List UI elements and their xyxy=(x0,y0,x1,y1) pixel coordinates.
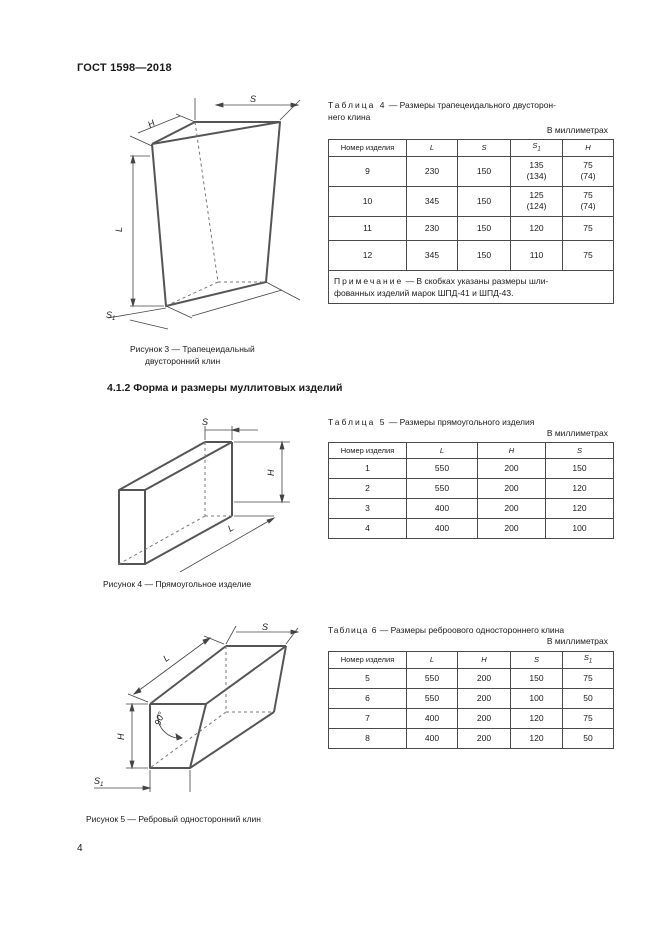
cell: 10 xyxy=(329,186,407,216)
cell: 120 xyxy=(511,708,563,728)
cell: 8 xyxy=(329,728,407,748)
cell: 50 xyxy=(563,728,614,748)
cell: 12 xyxy=(329,240,407,270)
cell: 400 xyxy=(407,499,478,519)
table-row xyxy=(329,519,614,539)
page-number: 4 xyxy=(77,843,83,854)
section-heading: 4.1.2 Форма и размеры муллитовых изделий xyxy=(107,382,343,394)
table-row xyxy=(329,499,614,519)
column-header: Номер изделия xyxy=(329,140,407,157)
cell: 120 xyxy=(511,728,563,748)
table-4-caption: Таблица 4 — Размеры трапецеидального двусторон- него клина xyxy=(328,100,556,122)
table-note-row xyxy=(329,270,614,303)
column-header: Номер изделия xyxy=(329,652,407,669)
cell: 200 xyxy=(478,519,546,539)
cell: 100 xyxy=(546,519,614,539)
table-header-row xyxy=(329,652,614,669)
column-header: $S_1$ xyxy=(511,140,563,157)
fig5-label-h: H xyxy=(116,733,126,740)
fig3-label-s: S xyxy=(250,94,257,104)
cell: 550 xyxy=(407,479,478,499)
table-row xyxy=(329,708,614,728)
figure-4-caption: Рисунок 4 — Прямоугольное изделие xyxy=(103,579,252,589)
table-6-units: В миллиметрах xyxy=(546,636,608,646)
cell: 400 xyxy=(407,708,458,728)
cell: 200 xyxy=(478,479,546,499)
fig5-label-s1: $S_1$ xyxy=(94,776,104,788)
cell: 100 xyxy=(511,688,563,708)
cell: 150 xyxy=(458,240,511,270)
table-row xyxy=(329,479,614,499)
column-header: L xyxy=(407,652,458,669)
cell: 75 xyxy=(563,668,614,688)
cell: 9 xyxy=(329,156,407,186)
cell: 11 xyxy=(329,216,407,240)
cell: 7 xyxy=(329,708,407,728)
cell: 75 xyxy=(563,240,614,270)
table-row xyxy=(329,216,614,240)
cell: 75 (74) xyxy=(563,156,614,186)
column-header: $S_1$ xyxy=(563,652,614,669)
cell: 550 xyxy=(407,459,478,479)
cell: 75 xyxy=(563,216,614,240)
cell: 75 (74) xyxy=(563,186,614,216)
cell: 200 xyxy=(458,688,511,708)
table-row xyxy=(329,240,614,270)
fig4-label-h: H xyxy=(266,469,276,476)
table-row xyxy=(329,459,614,479)
cell: 345 xyxy=(407,186,458,216)
cell: 150 xyxy=(511,668,563,688)
cell: 345 xyxy=(407,240,458,270)
cell: 50 xyxy=(563,688,614,708)
fig5-label-l: L xyxy=(161,652,172,664)
cell: 75 xyxy=(563,708,614,728)
cell: 200 xyxy=(458,708,511,728)
cell: 550 xyxy=(407,688,458,708)
fig5-label-angle: 90° xyxy=(152,710,167,727)
table-5-units: В миллиметрах xyxy=(546,428,608,438)
cell: 1 xyxy=(329,459,407,479)
figure-4-rectangular-brick xyxy=(110,412,300,572)
cell: 135 (134) xyxy=(511,156,563,186)
table-4 xyxy=(328,139,614,304)
column-header: L xyxy=(407,140,458,157)
column-header: Номер изделия xyxy=(329,443,407,459)
table-header-row xyxy=(329,140,614,157)
column-header: S xyxy=(458,140,511,157)
table-row xyxy=(329,156,614,186)
table-5-caption: Таблица 5 — Размеры прямоугольного изделия xyxy=(328,417,535,427)
fig3-label-s1: $S_1$ xyxy=(106,310,116,322)
table-row xyxy=(329,688,614,708)
fig4-label-s: S xyxy=(202,417,209,427)
column-header: H xyxy=(458,652,511,669)
cell: 200 xyxy=(478,459,546,479)
cell: 400 xyxy=(407,728,458,748)
cell: 125 (124) xyxy=(511,186,563,216)
cell: 120 xyxy=(546,479,614,499)
table-row xyxy=(329,668,614,688)
cell: 150 xyxy=(546,459,614,479)
cell: 3 xyxy=(329,499,407,519)
cell: 120 xyxy=(546,499,614,519)
table-row xyxy=(329,186,614,216)
cell: 150 xyxy=(458,186,511,216)
table-row xyxy=(329,728,614,748)
figure-3-caption: Рисунок 3 — Трапецеидальный двусторонний клин xyxy=(130,344,255,366)
table-5 xyxy=(328,442,614,539)
cell: 200 xyxy=(458,668,511,688)
figure-5-caption: Рисунок 5 — Ребровый односторонний клин xyxy=(86,814,261,824)
column-header: H xyxy=(478,443,546,459)
cell: 230 xyxy=(407,216,458,240)
column-header: S xyxy=(511,652,563,669)
cell: 110 xyxy=(511,240,563,270)
table-6-caption: Таблица 6 — Размеры реброового одностороннего клина xyxy=(328,625,565,635)
cell: 4 xyxy=(329,519,407,539)
fig4-label-l: L xyxy=(226,522,236,534)
cell: 400 xyxy=(407,519,478,539)
fig5-label-s: S xyxy=(262,622,269,632)
column-header: L xyxy=(407,443,478,459)
table-6 xyxy=(328,651,614,749)
cell: 200 xyxy=(478,499,546,519)
figure-3-trapezoid-wedge xyxy=(100,92,310,332)
cell: 120 xyxy=(511,216,563,240)
cell: 5 xyxy=(329,668,407,688)
cell: 230 xyxy=(407,156,458,186)
cell: 6 xyxy=(329,688,407,708)
fig3-label-l: L xyxy=(114,226,124,232)
cell: 150 xyxy=(458,216,511,240)
fig3-label-h: H xyxy=(146,117,157,130)
cell: 550 xyxy=(407,668,458,688)
column-header: H xyxy=(563,140,614,157)
table-4-units: В миллиметрах xyxy=(546,125,608,135)
table-note: Примечание — В скобках указаны размеры шли- фованных изделий марок ШПД-41 и ШПД-43. xyxy=(329,270,614,303)
document-header: ГОСТ 1598—2018 xyxy=(77,62,172,74)
figure-5-edge-wedge xyxy=(86,614,306,804)
column-header: S xyxy=(546,443,614,459)
cell: 150 xyxy=(458,156,511,186)
cell: 200 xyxy=(458,728,511,748)
table-header-row xyxy=(329,443,614,459)
cell: 2 xyxy=(329,479,407,499)
